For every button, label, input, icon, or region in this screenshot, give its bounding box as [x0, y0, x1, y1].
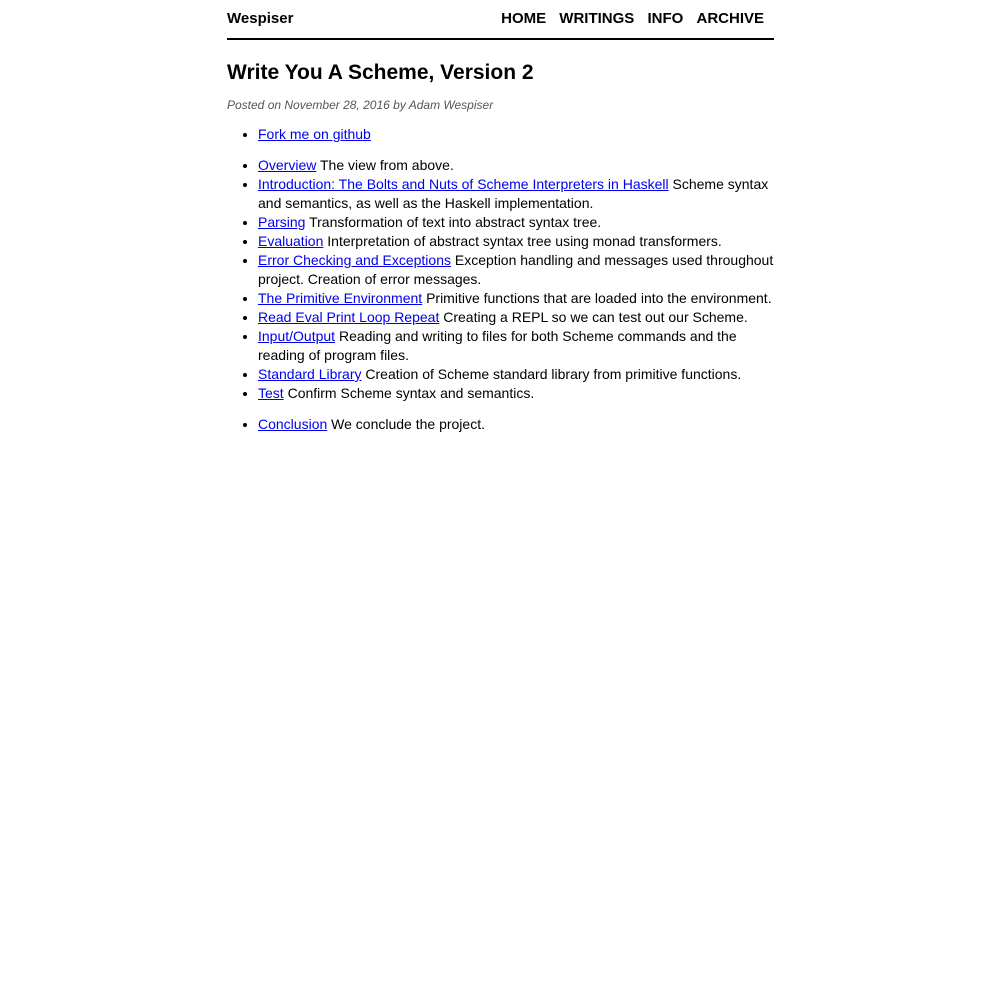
chapter-desc: Interpretation of abstract syntax tree using monad transformers. [327, 233, 722, 249]
nav-home[interactable]: HOME [501, 10, 547, 27]
chapter-link-parsing[interactable]: Parsing [258, 214, 306, 230]
nav-info[interactable]: INFO [647, 10, 684, 27]
fork-github-link[interactable]: Fork me on github [258, 126, 371, 142]
chapter-item-stdlib [258, 365, 774, 384]
chapter-item-primitive-env [258, 289, 774, 308]
chapter-link-primitive-env[interactable]: The Primitive Environment [258, 290, 423, 306]
chapter-link-io[interactable]: Input/Output [258, 328, 336, 344]
chapter-item-overview [258, 156, 774, 175]
page [227, 0, 774, 434]
post-date: November 28, 2016 [284, 98, 390, 112]
by-label: by [393, 98, 406, 112]
chapter-desc: Reading and writing to files for both Scheme commands and the reading of program files. [258, 328, 737, 363]
chapter-item-errors [258, 251, 774, 289]
site-header [227, 0, 774, 40]
chapter-desc: The view from above. [320, 157, 454, 173]
nav-writings[interactable]: WRITINGS [559, 10, 635, 27]
chapter-link-introduction[interactable]: Introduction: The Bolts and Nuts of Scheme Interpreters in Haskell [258, 176, 669, 192]
chapter-desc: Transformation of text into abstract syntax tree. [309, 214, 602, 230]
chapter-link-errors[interactable]: Error Checking and Exceptions [258, 252, 451, 268]
chapter-desc: We conclude the project. [331, 416, 485, 432]
list-item [258, 125, 774, 144]
chapter-link-stdlib[interactable]: Standard Library [258, 366, 362, 382]
chapter-desc: Creation of Scheme standard library from primitive functions. [365, 366, 742, 382]
chapter-link-test[interactable]: Test [258, 385, 284, 401]
chapter-item-io [258, 327, 774, 365]
chapter-item-conclusion [258, 415, 774, 434]
chapter-desc: Primitive functions that are loaded into the environment. [426, 290, 772, 306]
chapter-link-conclusion[interactable]: Conclusion [258, 416, 328, 432]
chapter-item-test [258, 384, 774, 403]
nav-archive[interactable]: ARCHIVE [696, 10, 764, 27]
post-info [227, 98, 774, 112]
chapter-link-overview[interactable]: Overview [258, 157, 317, 173]
chapter-item-repl [258, 308, 774, 327]
chapter-item-evaluation [258, 232, 774, 251]
chapter-desc: Confirm Scheme syntax and semantics. [287, 385, 535, 401]
chapter-link-evaluation[interactable]: Evaluation [258, 233, 324, 249]
chapter-desc: Exception handling and messages used throughout project. Creation of error messages. [258, 252, 774, 287]
site-logo-link[interactable]: Wespiser [227, 10, 294, 27]
chapter-item-parsing [258, 213, 774, 232]
page-title: Write You A Scheme, Version 2 [227, 61, 534, 84]
post-author: Adam Wespiser [408, 98, 494, 112]
chapter-desc: Scheme syntax and semantics, as well as the Haskell implementation. [258, 176, 769, 211]
fork-list [227, 125, 774, 144]
posted-prefix: Posted on [227, 98, 282, 112]
main-nav [492, 10, 764, 27]
chapter-link-repl[interactable]: Read Eval Print Loop Repeat [258, 309, 440, 325]
chapter-desc: Creating a REPL so we can test out our Scheme. [443, 309, 748, 325]
conclusion-list [227, 415, 774, 434]
chapter-item-introduction [258, 175, 774, 213]
chapter-list [227, 156, 774, 403]
